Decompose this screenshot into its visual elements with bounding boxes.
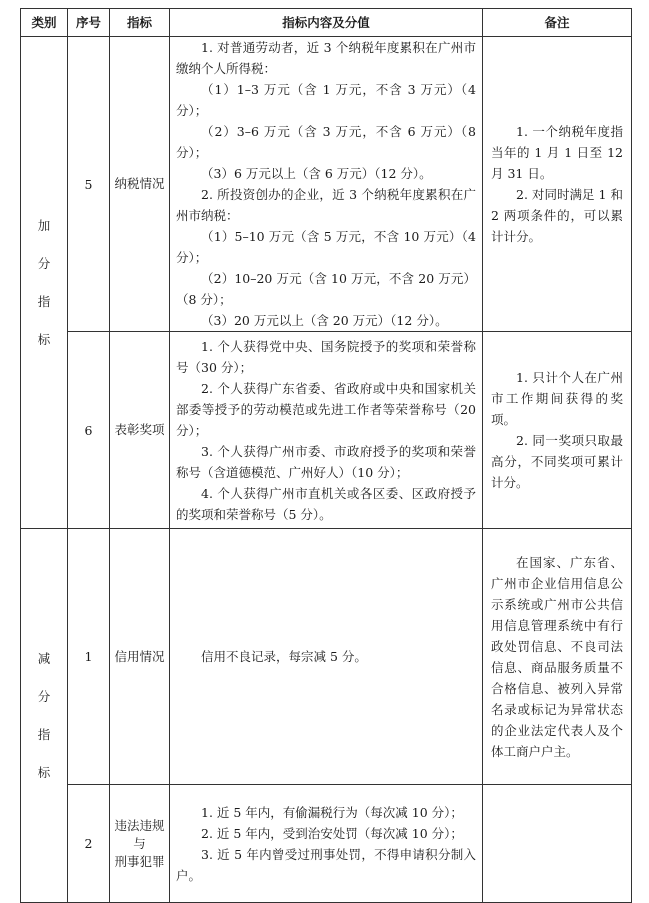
content-line: 3. 个人获得广州市委、市政府授予的奖项和荣誉称号（含道德模范、广州好人）（10 分）； [176,443,476,480]
content-line: 3. 近 5 年内曾受过刑事处罚，不得申请积分制入户。 [176,846,476,883]
content-line: 1. 个人获得党中央、国务院授予的奖项和荣誉称号（30 分）； [176,338,476,375]
note-line: 2. 对同时满足 1 和 2 两项条件的，可以累计计分。 [491,187,623,244]
row-note [483,785,632,903]
note-line: 1. 一个纳税年度指当年的 1 月 1 日至 12 月 31 日。 [491,124,623,181]
header-content: 指标内容及分值 [170,9,483,37]
content-line: 1. 近 5 年内，有偷漏税行为（每次减 10 分）； [201,804,463,820]
row-content [170,529,483,785]
row-content [170,37,483,332]
content-line: （3）6 万元以上（含 6 万元）（12 分）。 [201,166,432,181]
category-char: 指 [37,726,51,742]
indicator-line: 与 [133,835,146,851]
header-category: 类别 [21,9,68,37]
content-line: （3）20 万元以上（含 20 万元）（12 分）。 [201,313,448,328]
table-row [21,37,632,332]
category-deduct [21,529,68,903]
row-indicator [110,785,170,903]
table-row [21,785,632,903]
category-char: 指 [37,293,51,309]
content-line: 4. 个人获得广州市直机关或各区委、区政府授予的奖项和荣誉称号（5 分）。 [176,485,476,522]
category-char: 标 [37,764,51,780]
content-line: 2. 个人获得广东省委、省政府或中央和国家机关部委等授予的劳动模范或先进工作者等荣誉称号（20 分）； [176,380,476,438]
content-line: 2. 近 5 年内，受到治安处罚（每次减 10 分）； [201,825,463,841]
content-line: （2）3–6 万元（含 3 万元，不含 6 万元）（8 分）； [176,124,476,160]
content-line: 信用不良记录，每宗减 5 分。 [201,649,367,664]
content-line: （2）10–20 万元（含 10 万元，不含 20 万元）（8 分）； [176,271,476,307]
row-seq: 1 [68,529,110,785]
row-note [483,529,632,785]
points-table [20,8,632,903]
note-line: 2. 同一奖项只取最高分，不同奖项可累计计分。 [491,433,623,490]
row-indicator: 纳税情况 [110,37,170,332]
table-row [21,529,632,785]
row-content [170,785,483,903]
note-line: 1. 只计个人在广州市工作期间获得的奖项。 [491,370,623,427]
row-indicator: 表彰奖项 [110,332,170,529]
note-line: 在国家、广东省、广州市企业信用信息公示系统或广州市公共信用信息管理系统中有行政处罚信息、不良司法信息、商品服务质量不合格信息、被列入异常名录或标记为异常状态的企业法定代表人及个体工商户户主。 [491,554,623,759]
row-indicator: 信用情况 [110,529,170,785]
category-char: 标 [37,331,51,347]
category-char: 加 [37,217,51,233]
row-seq: 5 [68,37,110,332]
content-line: （1）5–10 万元（含 5 万元，不含 10 万元）（4 分）； [176,229,476,265]
row-note [483,37,632,332]
content-line: （1）1–3 万元（含 1 万元，不含 3 万元）（4 分）； [176,82,476,118]
header-seq: 序号 [68,9,110,37]
content-line: 2. 所投资创办的企业，近 3 个纳税年度累积在广州市纳税： [176,187,476,223]
header-note: 备注 [483,9,632,37]
table-row [21,332,632,529]
category-char: 分 [37,688,51,704]
row-seq: 6 [68,332,110,529]
row-seq: 2 [68,785,110,903]
category-bonus [21,37,68,529]
header-indicator: 指标 [110,9,170,37]
row-content [170,332,483,529]
content-line: 1. 对普通劳动者，近 3 个纳税年度累积在广州市缴纳个人所得税： [176,40,476,76]
indicator-line: 刑事犯罪 [114,853,165,869]
indicator-line: 违法违规 [114,817,165,833]
category-char: 分 [37,255,51,271]
category-char: 减 [37,650,51,666]
row-note [483,332,632,529]
header-row [21,9,632,37]
